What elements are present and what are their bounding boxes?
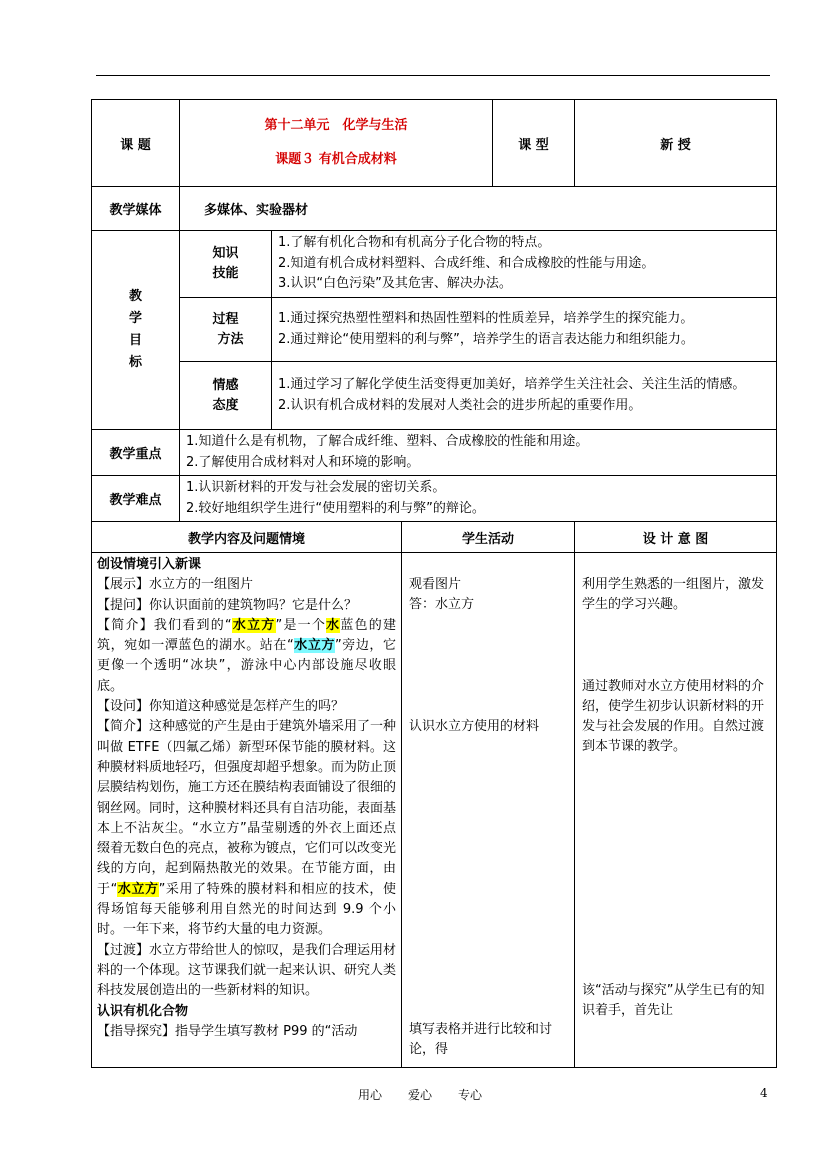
design-cell	[575, 553, 777, 1068]
type-label: 课 型	[493, 100, 575, 187]
lesson-title: 课题３ 有机合成材料	[275, 152, 397, 167]
student-activity: 认识水立方使用的材料	[409, 718, 540, 734]
content-column-header: 教学内容及问题情境	[92, 522, 402, 553]
highlight: 水立方	[231, 617, 276, 633]
footer-motto: 用心 爱心 专心	[358, 1088, 483, 1102]
student-activity: 观看图片	[409, 577, 462, 592]
paragraph: 【简介】我们看到的“水立方”是一个水蓝色的建筑，宛如一潭蓝色的湖水。站在“水立方”旁边，它更像一个透明“冰块”，游泳中心内部设施尽收眼底。	[97, 617, 396, 694]
media-value: 多媒体、实验器材	[180, 187, 777, 231]
header-rule	[96, 75, 770, 76]
knowledge-items: 1.了解有机化合物和有机高分子化合物的特点。 2.知道有机合成材料塑料、合成纤维、和合成橡胶的性能与用途。 3.认识“白色污染”及其危害、解决办法。	[272, 231, 777, 298]
knowledge-label: 知识 技能	[180, 231, 272, 298]
type-value: 新 授	[575, 100, 777, 187]
student-cell	[402, 553, 575, 1068]
paragraph: 【展示】水立方的一组图片	[97, 577, 254, 593]
key-points-label: 教学重点	[92, 430, 180, 476]
media-label: 教学媒体	[92, 187, 180, 231]
paragraph: 【设问】你知道这种感觉是怎样产生的吗？	[97, 699, 345, 715]
highlight: 水立方	[117, 881, 159, 897]
design-intent: 该“活动与探究”从学生已有的知识着手，首先让	[582, 982, 765, 1019]
process-items: 1.通过探究热塑性塑料和热固性塑料的性质差异，培养学生的探究能力。 2.通过辩论“使用塑料的利与弊”，培养学生的语言表达能力和组织能力。	[272, 298, 777, 362]
section-heading: 认识有机化合物	[97, 1003, 189, 1019]
paragraph: 【指导探究】指导学生填写教材 P99 的“活动	[97, 1023, 358, 1039]
content-cell	[92, 553, 402, 1068]
highlight: 水	[326, 617, 341, 633]
highlight: 水立方	[293, 638, 335, 654]
difficult-points-items: 1.认识新材料的开发与社会发展的密切关系。 2.较好地组织学生进行“使用塑料的利与弊”的辩论。	[180, 476, 777, 522]
design-column-header: 设 计 意 图	[575, 522, 777, 553]
paragraph: 【过渡】水立方带给世人的惊叹，是我们合理运用材料的一个体现。这节课我们就一起来认识、研究人类科技发展创造出的一些新材料的知识。	[97, 942, 397, 999]
student-activity: 填写表格并进行比较和讨论，得	[409, 1021, 553, 1058]
design-intent: 通过教师对水立方使用材料的介绍，使学生初步认识新材料的开发与社会发展的作用。自然过渡到本节课的教学。	[582, 678, 765, 755]
difficult-points-label: 教学难点	[92, 476, 180, 522]
page-number: 4	[760, 1086, 768, 1100]
topic-label: 课 题	[92, 100, 180, 187]
unit-title: 第十二单元 化学与生活	[264, 118, 408, 133]
student-activity: 答：水立方	[409, 597, 475, 613]
lesson-plan-table	[91, 99, 777, 1068]
attitude-items: 1.通过学习了解化学使生活变得更加美好，培养学生关注社会、关注生活的情感。 2.认识有机合成材料的发展对人类社会的进步所起的重要作用。	[272, 362, 777, 430]
paragraph: 【简介】这种感觉的产生是由于建筑外墙采用了一种叫做 ETFE（四氟乙烯）新型环保节能的膜材料。这种膜材料质地轻巧，但强度却超乎想象。而为防止顶层膜结构划伤，施工方还在膜结构表面铺设了很细的钢丝网。同时，这种膜材料还具有自洁功能，表面基本上不沾灰尘。“水立方”晶莹剔透的外衣上面还点缀着无数白色的亮点，被称为镀点，它们可以改变光线的方向，起到隔热散光的效果。在节能方面，由于“水立方”采用了特殊的膜材料和相应的技术，使得场馆每天能够利用自然光的时间达到 9.9 个小时。一年下来，将节约大量的电力资源。	[97, 719, 397, 938]
lesson-title-cell	[180, 100, 493, 187]
key-points-items: 1.知道什么是有机物，了解合成纤维、塑料、合成橡胶的性能和用途。 2.了解使用合成材料对人和环境的影响。	[180, 430, 777, 476]
attitude-label: 情感 态度	[180, 362, 272, 430]
student-column-header: 学生活动	[402, 522, 575, 553]
section-heading: 创设情境引入新课	[97, 557, 202, 572]
design-intent: 利用学生熟悉的一组图片，激发学生的学习兴趣。	[582, 577, 765, 613]
goals-label: 教 学 目 标	[92, 231, 180, 430]
process-label: 过程 方法	[180, 298, 272, 362]
paragraph: 【提问】你认识面前的建筑物吗？它是什么？	[97, 597, 358, 613]
